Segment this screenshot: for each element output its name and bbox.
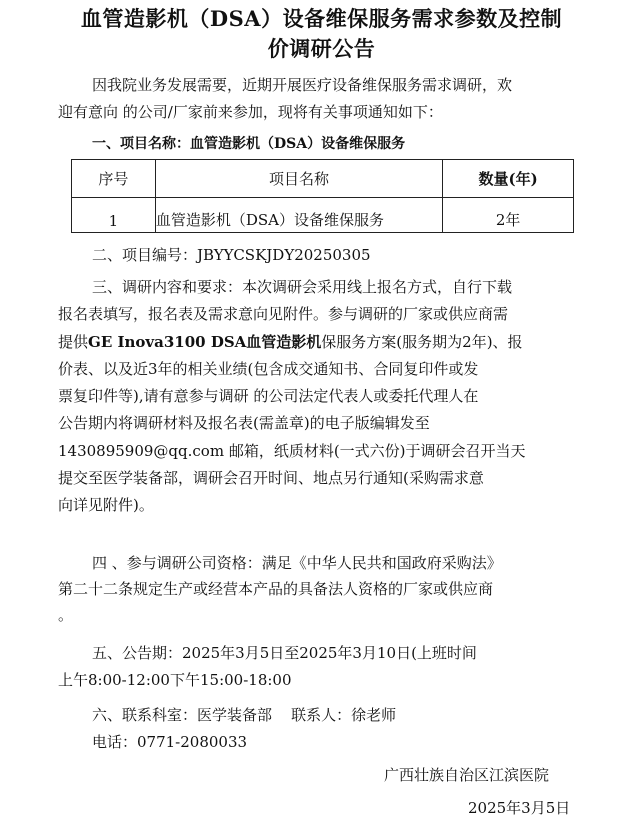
section4-line: 第二十二条规定生产或经营本产品的具备法人资格的厂家或供应商 [58, 580, 494, 598]
project-table [71, 159, 574, 233]
section4-block [58, 550, 502, 628]
intro-line-1: 因我院业务发展需要，近期开展医疗设备维保服务需求调研，欢 [92, 76, 513, 94]
section3-text: 保服务方案(服务期为2年)、报 [321, 332, 523, 351]
section3-line: 提交至医学装备部，调研会召开时间、地点另行通知(采购需求意 [58, 469, 484, 488]
section2-project-number: 二、项目编号：JBYYCSKJDY20250305 [92, 246, 371, 264]
table-row [72, 198, 574, 233]
section3-line: 1430895909@qq.com 邮箱，纸质材料(一式六份)于调研会召开当天 [58, 441, 526, 460]
title-line-1: 血管造影机（DSA）设备维保服务需求参数及控制 [80, 6, 563, 31]
table-header-cell: 项目名称 [155, 160, 442, 198]
section3-line: 公告期内将调研材料及报名表(需盖章)的电子版编辑发至 [58, 414, 430, 433]
section3-line: 价表、以及近3年的相关业绩(包含成交通知书、合同复印件或发 [58, 359, 479, 378]
section3-line [58, 329, 526, 356]
section3-line: 三、调研内容和要求：本次调研会采用线上报名方式，自行下载 [92, 278, 513, 296]
section4-line: 。 [58, 606, 74, 624]
section5-line: 上午8:00-12:00下午15:00-18:00 [58, 671, 292, 689]
signature-date: 2025年3月5日 [468, 799, 571, 817]
table-header-cell: 序号 [72, 160, 156, 198]
section3-block [58, 274, 526, 520]
table-cell: 1 [72, 198, 156, 233]
section3-text: 提供 [58, 332, 89, 351]
table-cell: 2年 [443, 198, 574, 233]
phone-line: 电话：0771-2080033 [92, 733, 248, 751]
section1-heading: 一、项目名称：血管造影机（DSA）设备维保服务 [92, 136, 406, 152]
intro-line-2: 迎有意向 的公司/厂家前来参加，现将有关事项通知如下： [58, 103, 443, 121]
section3-line: 报名表填写，报名表及需求意向见附件。参与调研的厂家或供应商需 [58, 305, 509, 324]
section5-line: 五、公告期：2025年3月5日至2025年3月10日(上班时间 [92, 644, 477, 662]
page-title [40, 4, 603, 64]
signature-org: 广西壮族自治区江滨医院 [384, 766, 550, 784]
section3-line: 向详见附件)。 [58, 496, 154, 515]
section5-block [58, 640, 477, 694]
section3-line: 票复印件等),请有意参与调研 的公司法定代表人或委托代理人在 [58, 387, 479, 406]
table-header-cell: 数量(年) [443, 160, 574, 198]
title-line-2: 价调研公告 [267, 36, 376, 61]
table-header-row [72, 160, 574, 198]
section6-block [92, 702, 396, 756]
device-model-text: GE Inova3100 DSA血管造影机 [88, 332, 322, 351]
section4-line: 四 、参与调研公司资格：满足《中华人民共和国政府采购法》 [92, 554, 502, 572]
contact-line: 六、联系科室：医学装备部 联系人：徐老师 [92, 706, 397, 724]
table-cell: 血管造影机（DSA）设备维保服务 [155, 198, 442, 233]
